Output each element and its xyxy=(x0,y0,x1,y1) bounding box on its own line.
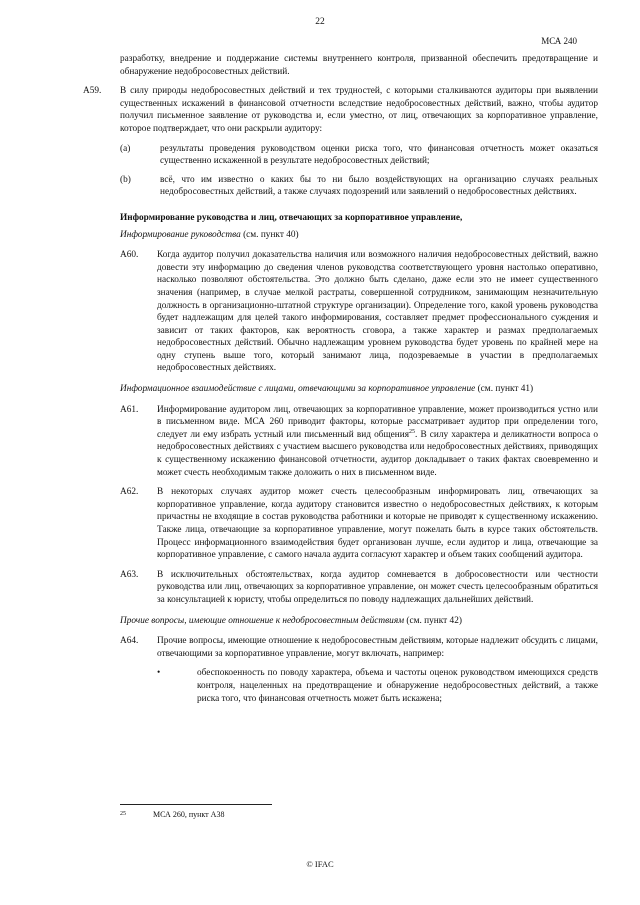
paragraph-text-part: . В силу характера и деликатности вопроса о недобросовестных действиях с участием высшего руководства или недобросовестных действиях, приводящих к существенному искажению финансовой отчетности, аудитор докладывает о таких фактах своевременно и может счесть необходимым также доложить о них в письменном виде. xyxy=(157,429,598,478)
subsection-heading xyxy=(120,229,598,242)
subsection-ref: (см. пункт 42) xyxy=(404,615,462,626)
paragraph-text: В силу природы недобросовестных действий и тех трудностей, с которыми сталкиваются аудиторы при выявлении существенных искажений в финансовой отчетности вследствие недобросовестных действий, важно, чтобы аудитор получил письменное заявление от руководства и, если уместно, от лиц, отвечающих за корпоративное управление, которое подтверждает, что они раскрыли аудитору: xyxy=(120,86,598,134)
footnote-text: МСА 260, пункт А38 xyxy=(153,810,225,819)
paragraph-text xyxy=(157,404,598,480)
paragraph-text: Прочие вопросы, имеющие отношение к недобросовестным действиям, которые надлежит обсудить с лицами, отвечающими за корпоративное управление, могут включать, например: xyxy=(157,636,598,659)
paragraph-text: В некоторых случаях аудитор может счесть целесообразным информировать лиц, отвечающих за корпоративное управление, когда аудитору становится известно о недобросовестных действиях, к которым причастны не входящие в состав руководства работники и которые не приводят к существенному искажению. Также лица, отвечающие за корпоративное управление, могут пожелать быть в курсе таких обстоятельств. Процесс информационного взаимодействия будет организован лучше, если аудитор и лица, отвечающие за корпоративное управление, с самого начала аудита согласуют характер и объем таких сообщений аудитора. xyxy=(157,487,598,561)
subsection-ref: (см. пункт 40) xyxy=(240,229,299,240)
paragraph-text-part: Информирование аудитором лиц, отвечающих за корпоративное управление, может производиться устно или в письменном виде. МСА 260 приводит факторы, которые рассматривает аудитор при определении того, следует ли ему избрать устный или письменный вид общения xyxy=(157,404,598,440)
list-text: всё, что им известно о каких бы то ни было воздействующих на организацию случаях реальных недобросовестных действий, а также случаях подозрений или заявлений о недобросовестных действиях. xyxy=(160,174,598,198)
list-item xyxy=(120,174,598,199)
paragraph-a61 xyxy=(120,404,598,480)
paragraph-text: Когда аудитор получил доказательства наличия или возможного наличия недобросовестных действий, важно довести эту информацию до сведения членов руководства соответствующего уровня настолько оперативно, насколько позволяют обстоятельства. Это должно быть сделано, даже если это не имеет существенного значения (например, в случае мелкой растраты, совершенной сотрудником, занимающим незначительную должность в организационно-штатной структуре организации). Определение того, какой уровень руководства будет надлежащим для целей такого информирования, составляет предмет профессионального суждения и зависит от таких факторов, как вероятность сговора, а также характер и размах предполагаемых недобросовестных действий. Обычно надлежащим уровнем руководства будет уровень по крайней мере на одну ступень выше того, который занимают лица, подозреваемые в участии в предполагаемых недобросовестных действиях. xyxy=(157,250,598,374)
paragraph-a60 xyxy=(120,249,598,375)
list-text: результаты проведения руководством оценки риска того, что финансовая отчетность может оказаться существенно искаженной в результате недобросовестных действий; xyxy=(160,143,598,167)
list-label: (a) xyxy=(120,143,131,154)
paragraph-number: A59. xyxy=(83,86,102,97)
copyright-notice: © IFAC xyxy=(306,859,334,869)
page-number: 22 xyxy=(315,17,325,27)
paragraph-number: A60. xyxy=(120,250,139,261)
paragraph-number: A62. xyxy=(120,487,139,498)
list-item xyxy=(120,143,598,168)
subsection-heading xyxy=(120,615,598,628)
paragraph-a64 xyxy=(120,635,598,711)
list-text: обеспокоенность по поводу характера, объема и частоты оценок руководством имеющихся средств контроля, нацеленных на предотвращение и обнаружение недобросовестных действий, а также риска того, что финансовая отчетность может быть искажена; xyxy=(197,668,598,704)
list-item xyxy=(157,667,598,705)
footnote-number: 25 xyxy=(120,811,126,817)
bullet-icon: • xyxy=(157,668,161,679)
section-heading: Информирование руководства и лиц, отвечающих за корпоративное управление, xyxy=(120,212,463,223)
page-body xyxy=(83,53,598,718)
subsection-title: Информационное взаимодействие с лицами, отвечающими за корпоративное управление xyxy=(120,384,476,395)
subsection-title: Прочие вопросы, имеющие отношение к недобросовестным действиям xyxy=(120,615,405,626)
subsection-title: Информирование руководства xyxy=(120,229,241,240)
paragraph-number: A61. xyxy=(120,404,139,415)
footnote xyxy=(120,809,224,822)
paragraph-a62 xyxy=(120,486,598,562)
paragraph-number: A63. xyxy=(120,569,139,580)
standard-reference: МСА 240 xyxy=(541,36,577,46)
paragraph-a63 xyxy=(120,569,598,607)
subsection-ref: (см. пункт 41) xyxy=(475,384,534,395)
paragraph-text: В исключительных обстоятельствах, когда аудитор сомневается в добросовестности или честности руководства или лиц, отвечающих за корпоративное управление, он может счесть целесообразным обратиться за консультацией к юристу, чтобы определиться по поводу надлежащих дальнейших действий. xyxy=(157,569,598,605)
paragraph-a59 xyxy=(83,85,598,205)
subsection-heading xyxy=(120,383,598,396)
footnote-mark: 25 xyxy=(408,428,415,435)
list-label: (b) xyxy=(120,174,131,185)
continued-paragraph: разработку, внедрение и поддержание системы внутреннего контроля, призванной обеспечить предотвращение и обнаружение недобросовестных действий. xyxy=(120,54,598,77)
footnote-divider xyxy=(120,804,272,805)
paragraph-number: A64. xyxy=(120,636,139,647)
